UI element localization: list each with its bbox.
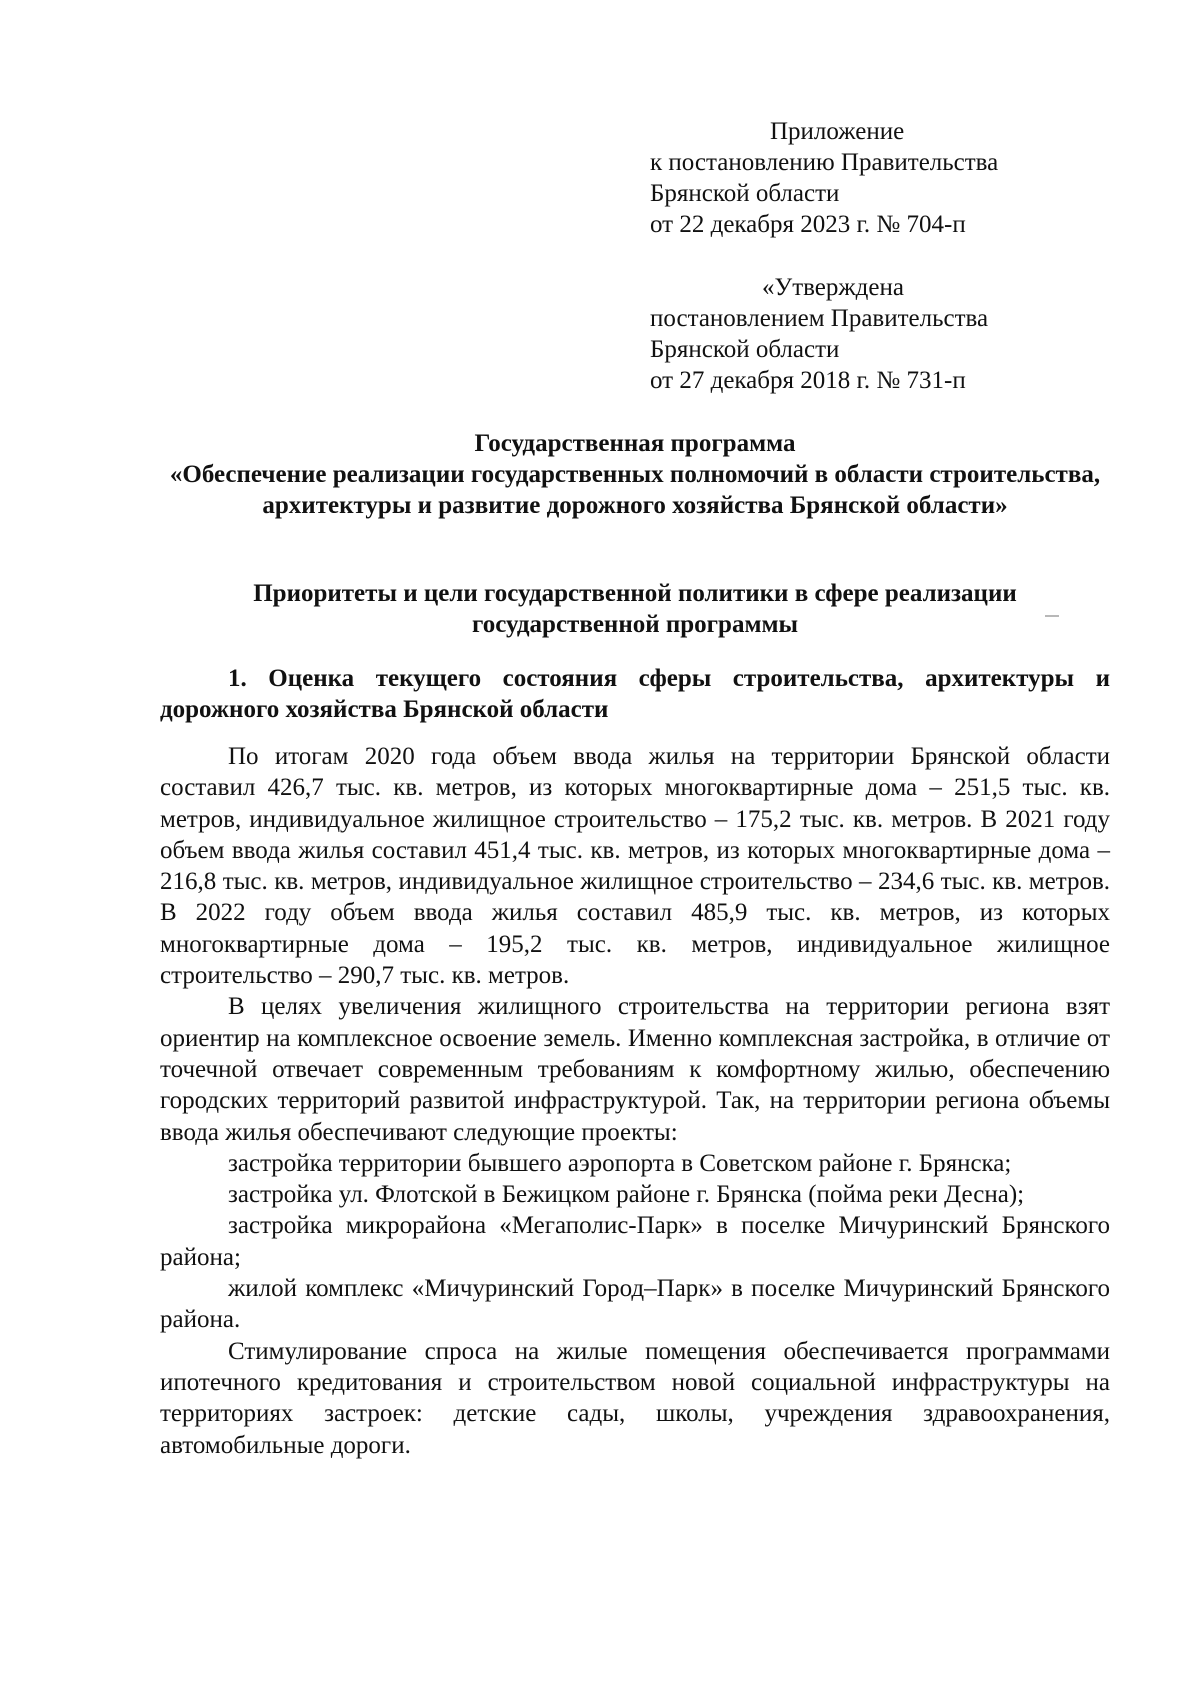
approved-line-1: «Утверждена: [762, 274, 904, 301]
annex-line-3: Брянской области: [650, 180, 840, 207]
scan-mark: [1045, 615, 1059, 617]
annex-line-2: к постановлению Правительства: [650, 149, 999, 176]
annex-line-1: Приложение: [770, 118, 905, 145]
annex-line-4: от 22 декабря 2023 г. № 704-п: [650, 211, 966, 238]
paragraph: В целях увеличения жилищного строительства на территории региона взят ориентир на комплексное освоение земель. Именно комплексная застройка, в отличие от точечной отвечает современным требованиям к комфортному жилью, обеспечению городских территорий развитой инфраструктурой. Так, на территории региона объемы ввода жилья обеспечивают следующие проекты:: [160, 993, 1110, 1146]
list-item: застройка микрорайона «Мегаполис-Парк» в поселке Мичуринский Брянского района;: [160, 1212, 1110, 1271]
section-title-text: 1. Оценка текущего состояния сферы строительства, архитектуры и дорожного хозяйства Брянской области: [160, 665, 1110, 723]
program-title-line-2: «Обеспечение реализации государственных полномочий в области строительства, архитектуры и развитие дорожного хозяйства Брянской области»: [169, 461, 1101, 519]
section-title: [160, 663, 1110, 725]
list-item: застройка ул. Флотской в Бежицком районе г. Брянска (пойма реки Десна);: [228, 1181, 1025, 1209]
program-title: [160, 428, 1110, 521]
paragraph: Стимулирование спроса на жилые помещения обеспечивается программами ипотечного кредитования и строительством новой социальной инфраструктуры на территориях застроек: детские сады, школы, учреждения здравоохранения, автомобильные дороги.: [160, 1337, 1110, 1459]
approved-line-2: постановлением Правительства: [650, 305, 989, 332]
approved-line-3: Брянской области: [650, 336, 840, 363]
body-text: [160, 741, 1110, 1461]
list-item: застройка территории бывшего аэропорта в Советском районе г. Брянска;: [228, 1149, 1012, 1177]
program-title-line-1: Государственная программа: [474, 430, 796, 457]
annex-header: [650, 116, 1170, 240]
approved-line-4: от 27 декабря 2018 г. № 731-п: [650, 367, 966, 394]
list-item: жилой комплекс «Мичуринский Город–Парк» в поселке Мичуринский Брянского района.: [160, 1275, 1110, 1334]
paragraph: По итогам 2020 года объем ввода жилья на территории Брянской области составил 426,7 тыс. кв. метров, из которых многоквартирные дома – 251,5 тыс. кв. метров, индивидуальное жилищное строительство – 175,2 тыс. кв. метров. В 2021 году объем ввода жилья составил 451,4 тыс. кв. метров, из которых многоквартирные дома – 216,8 тыс. кв. метров, индивидуальное жилищное строительство – 234,6 тыс. кв. метров. В 2022 году объем ввода жилья составил 485,9 тыс. кв. метров, из которых многоквартирные дома – 195,2 тыс. кв. метров, индивидуальное жилищное строительство – 290,7 тыс. кв. метров.: [160, 743, 1110, 990]
approved-header: [650, 272, 1170, 396]
priorities-title: Приоритеты и цели государственной политики в сфере реализации государственной программы: [253, 580, 1017, 638]
